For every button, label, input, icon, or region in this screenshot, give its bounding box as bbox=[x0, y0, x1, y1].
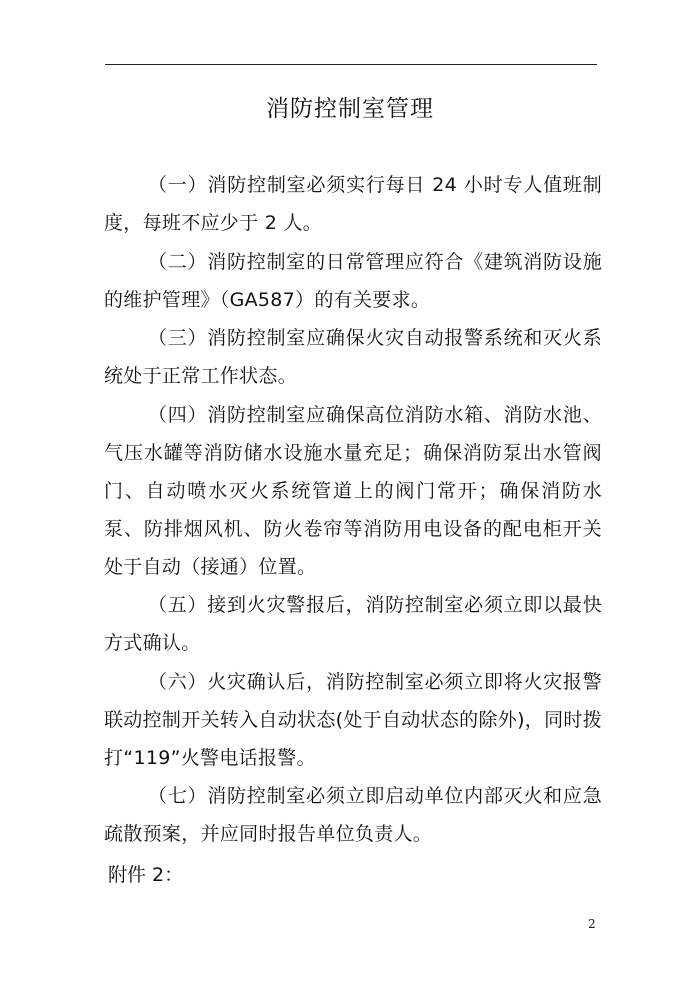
document-body bbox=[104, 166, 602, 854]
header-rule bbox=[105, 64, 597, 65]
paragraph-7: （七）消防控制室必须立即启动单位内部灭火和应急疏散预案，并应同时报告单位负责人。 bbox=[104, 785, 602, 845]
paragraph-1: （一）消防控制室必须实行每日 24 小时专人值班制度，每班不应少于 2 人。 bbox=[104, 174, 602, 234]
page-number: 2 bbox=[588, 917, 596, 931]
paragraph-5: （五）接到火灾警报后，消防控制室必须立即以最快方式确认。 bbox=[104, 594, 602, 654]
document-title: 消防控制室管理 bbox=[266, 96, 434, 122]
paragraph-6: （六）火灾确认后，消防控制室必须立即将火灾报警联动控制开关转入自动状态(处于自动状态的除外)，同时拨打“119”火警电话报警。 bbox=[104, 670, 602, 769]
paragraph-3: （三）消防控制室应确保火灾自动报警系统和灭火系统处于正常工作状态。 bbox=[104, 327, 602, 387]
paragraph-2: （二）消防控制室的日常管理应符合《建筑消防设施的维护管理》（GA587）的有关要求。 bbox=[104, 250, 602, 311]
paragraph-4: （四）消防控制室应确保高位消防水箱、消防水池、气压水罐等消防储水设施水量充足；确保消防泵出水管阀门、自动喷水灭火系统管道上的阀门常开；确保消防水泵、防排烟风机、防火卷帘等消防用电设备的配电柜开关处于自动（接通）位置。 bbox=[104, 403, 602, 578]
attachment-label: 附件 2： bbox=[108, 864, 184, 886]
